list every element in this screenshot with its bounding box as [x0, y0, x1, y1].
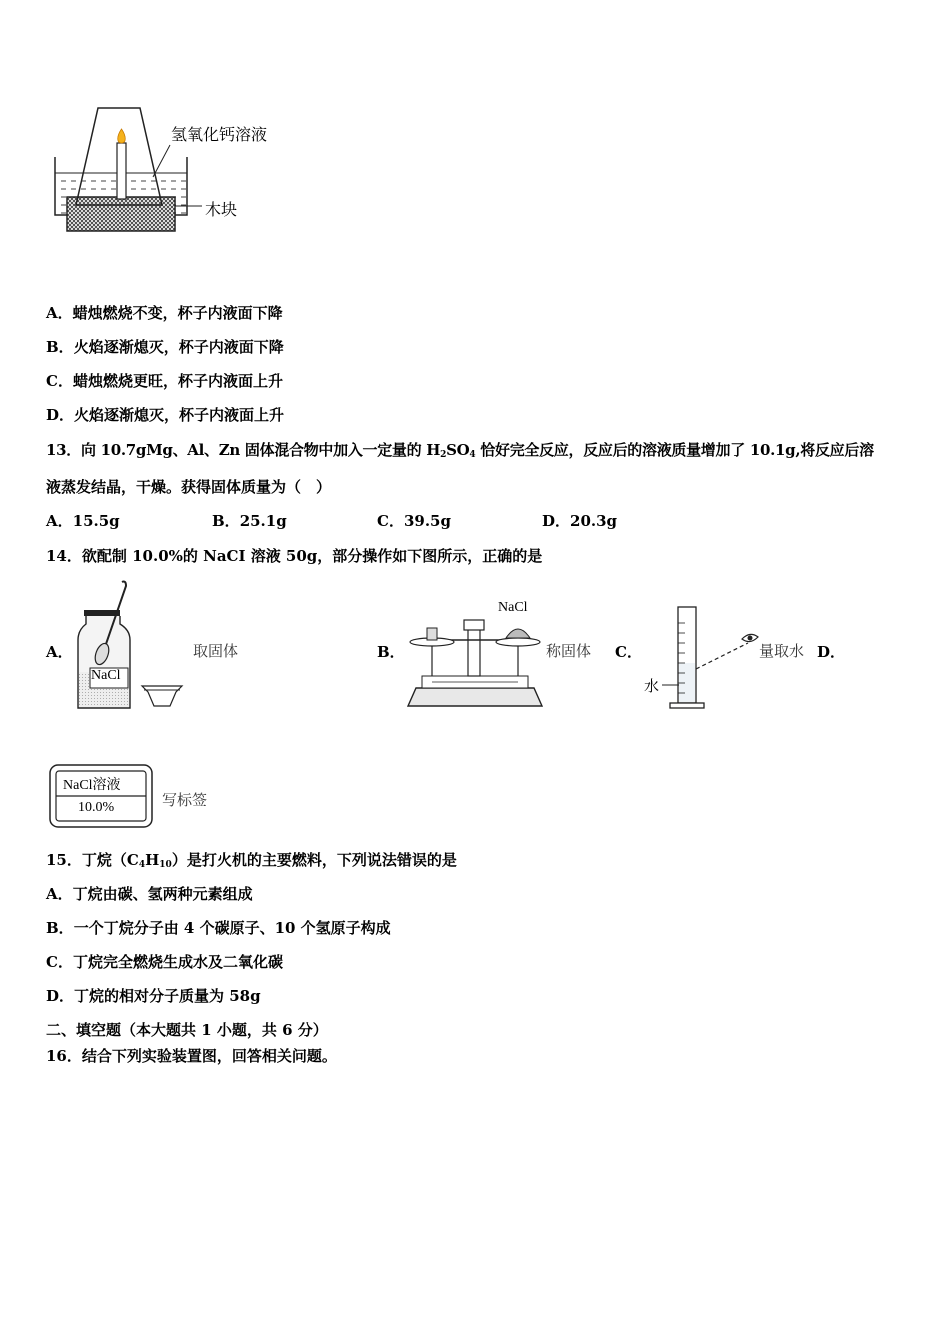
balance-label: NaCl — [498, 600, 528, 615]
section-heading: 二、填空题（本大题共 1 小题，共 6 分） — [46, 1021, 328, 1039]
q12-option-c[interactable]: C．蜡烛燃烧更旺，杯子内液面上升 — [46, 372, 283, 390]
cylinder-diagram — [640, 603, 760, 713]
bottle-figure — [72, 580, 197, 715]
q12-option-b[interactable]: B．火焰逐渐熄灭，杯子内液面下降 — [46, 338, 284, 356]
q15-stem: 15．丁烷$(C_4H_{10})$是打火机的主要燃料，下列说法错误的是 — [46, 851, 457, 870]
q14-option-c-label[interactable]: C． — [615, 643, 642, 661]
q14-option-d-label[interactable]: D． — [817, 643, 846, 661]
q14-stem: 14．欲配制 10.0%的 NaCI 溶液 50g，部分操作如下图所示，正确的是 — [46, 547, 543, 565]
q12-option-a[interactable]: A．蜡烛燃烧不变，杯子内液面下降 — [46, 304, 283, 322]
q15-option-d[interactable]: D．丁烷的相对分子质量为 58g — [46, 987, 261, 1005]
q15-option-c[interactable]: C．丁烷完全燃烧生成水及二氧化碳 — [46, 953, 283, 971]
bottle-spoon-diagram — [72, 580, 197, 715]
q13-stem-line1: 13．向 10.7gMg、Al、Zn 固体混合物中加入一定量的 $H_2SO_4$ 恰好完全反应，反应后的溶液质量增加了 10.1g,将反应后溶 — [46, 441, 874, 460]
tag-bottom-text: 10.0% — [78, 800, 115, 815]
label-tag-figure — [49, 764, 153, 828]
q14-caption-c: 量取水 — [759, 642, 805, 660]
q13-option-c[interactable]: C．39.5g — [377, 512, 451, 530]
q14-caption-a: 取固体 — [193, 642, 239, 660]
block-label: 木块 — [205, 200, 238, 219]
q13-option-a[interactable]: A．15.5g — [46, 512, 120, 530]
q14-option-a-label[interactable]: A． — [46, 643, 73, 661]
q15-option-a[interactable]: A．丁烷由碳、氢两种元素组成 — [46, 885, 253, 903]
q13-stem-line2: 液蒸发结晶，干燥。获得固体质量为（ ） — [46, 478, 332, 496]
bottle-label: NaCl — [91, 668, 121, 683]
q16-stem: 16．结合下列实验装置图，回答相关问题。 — [46, 1047, 337, 1065]
q14-caption-d: 写标签 — [162, 791, 208, 809]
q14-caption-b: 称固体 — [546, 642, 592, 660]
cylinder-figure — [640, 603, 760, 713]
candle-beaker-figure — [50, 105, 290, 240]
solution-label: 氢氧化钙溶液 — [171, 125, 268, 144]
tag-top-text: NaCl溶液 — [63, 778, 121, 793]
q15-option-b[interactable]: B．一个丁烷分子由 4 个碳原子、10 个氢原子构成 — [46, 919, 391, 937]
balance-figure — [402, 598, 547, 713]
q13-option-b[interactable]: B．25.1g — [212, 512, 287, 530]
water-label: 水 — [644, 677, 660, 695]
q14-option-b-label[interactable]: B． — [377, 643, 405, 661]
q13-option-d[interactable]: D．20.3g — [542, 512, 618, 530]
q12-option-d[interactable]: D．火焰逐渐熄灭，杯子内液面上升 — [46, 406, 285, 424]
